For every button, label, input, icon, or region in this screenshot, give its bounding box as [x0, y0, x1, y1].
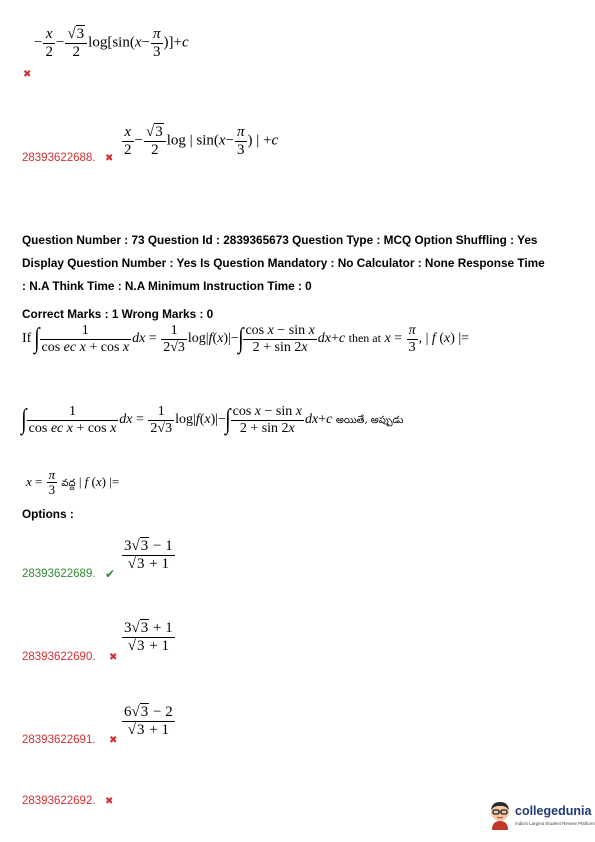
- option-id: 28393622688.: [22, 152, 96, 164]
- option-id: 28393622691.: [22, 734, 96, 746]
- option-id: 28393622690.: [22, 651, 96, 663]
- question-then-label: then at: [348, 331, 381, 346]
- question-text-telugu-line2: x = $\frac{\pi}{3}$ వద్ద | f (x) |=: [26, 467, 120, 498]
- wrong-mark-icon: ✖: [105, 153, 114, 164]
- option-2-formula[interactable]: $\frac{3√3 + 1}{√3 + 1}$: [124, 620, 173, 654]
- wrong-mark-icon: ✖: [109, 735, 118, 746]
- wrong-mark-icon: ✖: [23, 69, 32, 80]
- prev-option-3-formula: − $\frac{x}{2}$ − $\frac{√3}{2}$ log[sin(x− $\frac{\pi}{3}$ )]+c: [34, 26, 189, 60]
- question-text-english: If ∫ $\frac{1}{\text{cos ec x + cos x}}$ dx = $\frac{1}{2√3}$ log|f(x)|−∫ $\frac{\text{cos x − sin x}}{2 + \sin 2x}$ dx+c then at x = $\frac{\pi}{3}$ , | f (x) |=: [22, 323, 470, 355]
- question-meta-line: : N.A Think Time : N.A Minimum Instruction Time : 0: [22, 279, 312, 293]
- wrong-mark-icon: ✖: [105, 796, 114, 807]
- question-meta-line: Question Number : 73 Question Id : 2839365673 Question Type : MCQ Option Shuffling : Yes: [22, 233, 538, 247]
- student-avatar-icon: [488, 800, 512, 830]
- option-3-formula[interactable]: $\frac{6√3 - 2}{√3 + 1}$: [124, 704, 173, 738]
- question-meta-line: Display Question Number : Yes Is Question Mandatory : No Calculator : None Response Time: [22, 256, 545, 270]
- collegedunia-logo: [488, 798, 595, 832]
- option-1-formula[interactable]: $\frac{3√3 - 1}{√3 + 1}$: [124, 538, 173, 572]
- correct-check-icon: ✔: [105, 567, 116, 581]
- logo-wordmark: collegedunia: [515, 804, 592, 818]
- prev-option-4-formula: $\frac{x}{2}$ − $\frac{√3}{2}$ log | sin(x− $\frac{\pi}{3}$ ) | +c: [124, 124, 279, 158]
- question-marks: Correct Marks : 1 Wrong Marks : 0: [22, 307, 214, 321]
- question-if-label: If: [22, 331, 32, 347]
- wrong-mark-icon: ✖: [109, 652, 118, 663]
- question-text-telugu: ∫ $\frac{1}{\text{cos ec x + cos x}}$ dx = $\frac{1}{2√3}$ log|f(x)|−∫ $\frac{\text{cos x − sin x}}{2 + \sin 2x}$ dx+c అయితే, అప్పుడు: [21, 404, 404, 436]
- logo-tagline: India's Largest Student Review Platform: [515, 821, 595, 826]
- option-id: 28393622689.: [22, 568, 96, 580]
- option-id: 28393622692.: [22, 795, 96, 807]
- options-label: Options :: [22, 507, 74, 521]
- telugu-at-label: వద్ద: [61, 477, 76, 489]
- telugu-then-label: అయితే, అప్పుడు: [335, 415, 404, 427]
- question-metadata: [22, 229, 582, 298]
